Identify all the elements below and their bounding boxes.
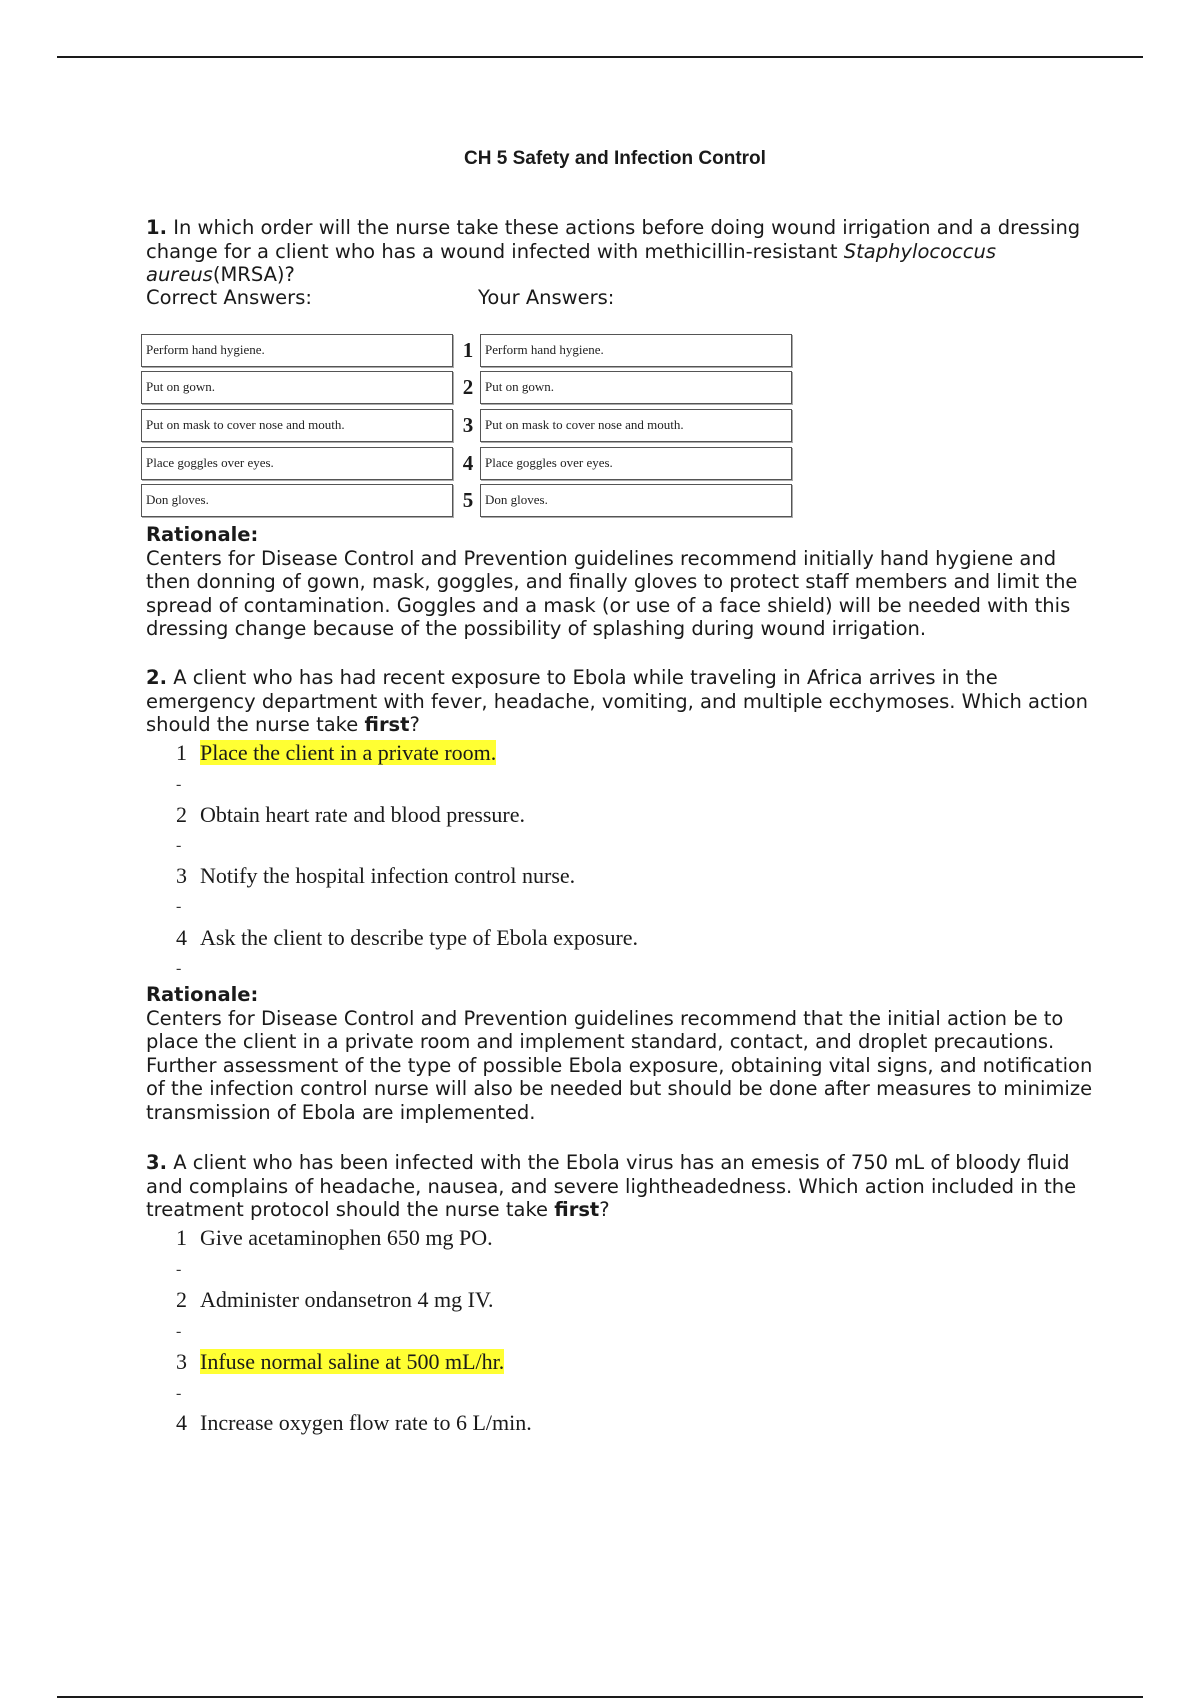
option-number: 1 <box>176 1225 187 1250</box>
option-separator: - <box>176 1385 182 1402</box>
question-1-text-italic: Staphylococcus aureus <box>146 239 996 286</box>
question-1-text-b: (MRSA)? <box>212 263 295 286</box>
option-number: 2 <box>176 802 187 827</box>
order-number: 2 <box>462 375 474 399</box>
option-item <box>176 1349 504 1375</box>
correct-answer-box: Perform hand hygiene. <box>141 334 453 367</box>
question-3-number: 3. <box>146 1151 167 1174</box>
order-number: 3 <box>462 413 474 437</box>
correct-answers-label: Correct Answers: <box>146 286 312 309</box>
option-item <box>176 740 496 766</box>
option-separator: - <box>176 776 182 793</box>
correct-answer-box: Put on gown. <box>141 371 453 404</box>
question-1-rationale <box>146 523 1096 641</box>
order-number: 5 <box>462 488 474 512</box>
question-1-text-a: In which order will the nurse take these actions before doing wound irrigation and a dressing change for a client who has a wound infected with methicillin-resistant <box>146 216 1081 263</box>
correct-answer-box: Put on mask to cover nose and mouth. <box>141 409 453 442</box>
rationale-title: Rationale: <box>146 523 259 546</box>
question-3-text-bold: first <box>554 1198 600 1221</box>
option-item <box>176 802 525 828</box>
option-separator: - <box>176 1261 182 1278</box>
question-3-text-a: A client who has been infected with the Ebola virus has an emesis of 750 mL of bloody fluid and complains of headache, nausea, and severe lightheadedness. Which action included in the treatment protocol should the nurse take <box>146 1151 1077 1221</box>
page-title: CH 5 Safety and Infection Control <box>464 148 766 169</box>
option-text: Notify the hospital infection control nurse. <box>200 863 576 888</box>
question-1 <box>146 216 1096 287</box>
your-answer-box: Place goggles over eyes. <box>480 447 792 480</box>
question-3 <box>146 1151 1096 1222</box>
correct-answer-box: Don gloves. <box>141 484 453 517</box>
option-separator: - <box>176 960 182 977</box>
question-2 <box>146 666 1096 737</box>
order-number: 4 <box>462 451 474 475</box>
option-number: 4 <box>176 925 187 950</box>
correct-answer-box: Place goggles over eyes. <box>141 447 453 480</box>
your-answer-box: Don gloves. <box>480 484 792 517</box>
order-number: 1 <box>462 338 474 362</box>
option-text: Obtain heart rate and blood pressure. <box>200 802 525 827</box>
your-answers-label: Your Answers: <box>478 286 615 309</box>
top-rule <box>57 56 1143 58</box>
option-separator: - <box>176 1323 182 1340</box>
option-item <box>176 925 638 951</box>
question-3-text-b: ? <box>599 1198 610 1221</box>
option-number: 3 <box>176 1349 187 1374</box>
option-text-highlighted: Infuse normal saline at 500 mL/hr. <box>200 1349 505 1374</box>
option-item <box>176 863 575 889</box>
option-text: Administer ondansetron 4 mg IV. <box>200 1287 494 1312</box>
question-2-number: 2. <box>146 666 167 689</box>
question-2-text-b: ? <box>409 713 420 736</box>
option-separator: - <box>176 837 182 854</box>
option-text: Increase oxygen flow rate to 6 L/min. <box>200 1410 532 1435</box>
your-answer-box: Put on gown. <box>480 371 792 404</box>
bottom-rule <box>57 1696 1143 1698</box>
option-item <box>176 1225 493 1251</box>
option-number: 1 <box>176 740 187 765</box>
question-2-text-bold: first <box>364 713 410 736</box>
option-text: Give acetaminophen 650 mg PO. <box>200 1225 493 1250</box>
option-text: Ask the client to describe type of Ebola exposure. <box>200 925 639 950</box>
option-number: 3 <box>176 863 187 888</box>
rationale-title: Rationale: <box>146 983 259 1006</box>
rationale-text: Centers for Disease Control and Prevention guidelines recommend initially hand hygiene and then donning of gown, mask, goggles, and finally gloves to protect staff members and limit the spread of contamination. Goggles and a mask (or use of a face shield) will be needed with this dressing change because of the possibility of splashing during wound irrigation. <box>146 546 1078 640</box>
question-1-number: 1. <box>146 216 167 239</box>
your-answer-box: Perform hand hygiene. <box>480 334 792 367</box>
option-text-highlighted: Place the client in a private room. <box>200 740 497 765</box>
your-answer-box: Put on mask to cover nose and mouth. <box>480 409 792 442</box>
rationale-text: Centers for Disease Control and Prevention guidelines recommend that the initial action be to place the client in a private room and implement standard, contact, and droplet precautions. Further assessment of the type of possible Ebola exposure, obtaining vital signs, and notification of the infection control nurse will also be needed but should be done after measures to minimize transmission of Ebola are implemented. <box>146 1006 1093 1124</box>
option-separator: - <box>176 898 182 915</box>
option-item <box>176 1410 532 1436</box>
question-2-text-a: A client who has had recent exposure to Ebola while traveling in Africa arrives in the emergency department with fever, headache, vomiting, and multiple ecchymoses. Which action should the nurse take <box>146 666 1089 736</box>
question-2-rationale <box>146 983 1096 1124</box>
option-number: 4 <box>176 1410 187 1435</box>
option-number: 2 <box>176 1287 187 1312</box>
option-item <box>176 1287 494 1313</box>
